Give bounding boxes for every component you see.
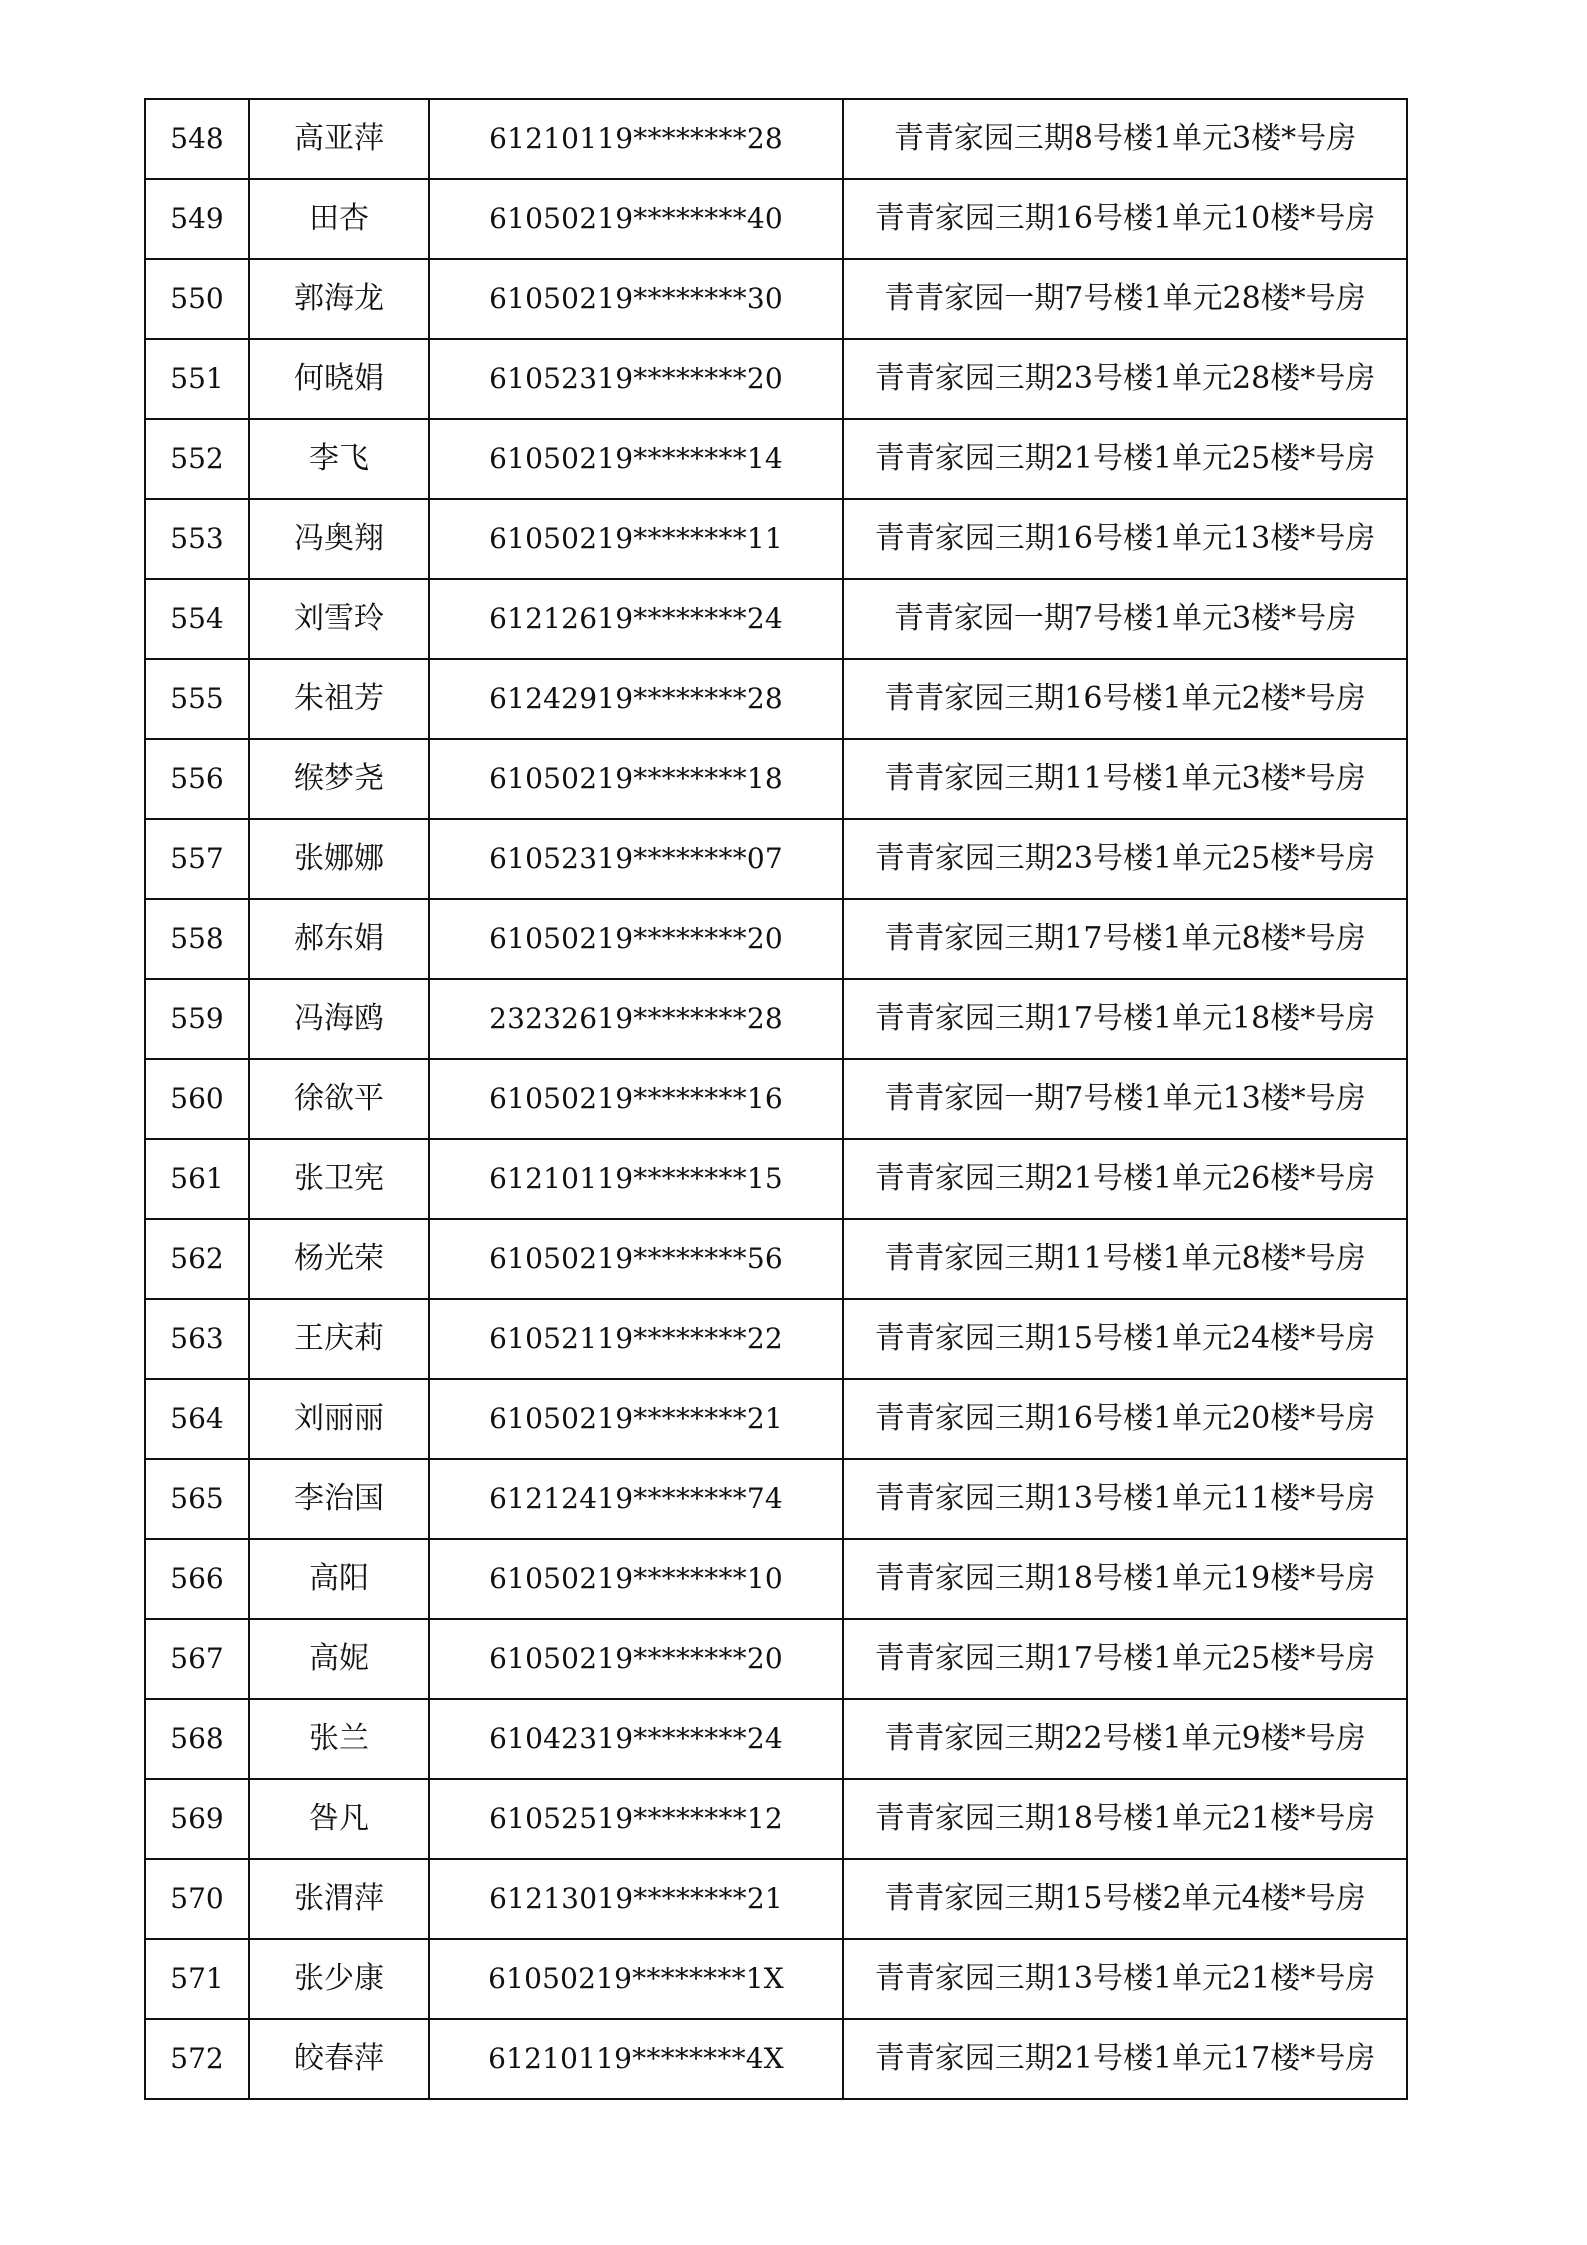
resident-name: 冯奥翔 <box>249 499 429 579</box>
id-number: 61050219********14 <box>429 419 843 499</box>
resident-name: 皎春萍 <box>249 2019 429 2099</box>
table-row <box>145 1539 1407 1619</box>
table-row <box>145 259 1407 339</box>
housing-address: 青青家园三期23号楼1单元28楼*号房 <box>843 339 1407 419</box>
row-number: 563 <box>145 1299 249 1379</box>
row-number: 555 <box>145 659 249 739</box>
row-number: 566 <box>145 1539 249 1619</box>
resident-name: 冯海鸥 <box>249 979 429 1059</box>
resident-name: 刘雪玲 <box>249 579 429 659</box>
table-row <box>145 739 1407 819</box>
row-number: 564 <box>145 1379 249 1459</box>
resident-name: 李治国 <box>249 1459 429 1539</box>
resident-name: 高亚萍 <box>249 99 429 179</box>
document-table-container <box>144 98 1406 2100</box>
row-number: 560 <box>145 1059 249 1139</box>
housing-address: 青青家园三期21号楼1单元26楼*号房 <box>843 1139 1407 1219</box>
id-number: 61210119********28 <box>429 99 843 179</box>
table-row <box>145 99 1407 179</box>
id-number: 61050219********30 <box>429 259 843 339</box>
housing-address: 青青家园三期21号楼1单元25楼*号房 <box>843 419 1407 499</box>
housing-address: 青青家园三期16号楼1单元20楼*号房 <box>843 1379 1407 1459</box>
row-number: 570 <box>145 1859 249 1939</box>
resident-name: 刘丽丽 <box>249 1379 429 1459</box>
table-row <box>145 1619 1407 1699</box>
row-number: 565 <box>145 1459 249 1539</box>
resident-name: 张娜娜 <box>249 819 429 899</box>
housing-address: 青青家园一期7号楼1单元3楼*号房 <box>843 579 1407 659</box>
table-row <box>145 1859 1407 1939</box>
table-row <box>145 1059 1407 1139</box>
resident-name: 高阳 <box>249 1539 429 1619</box>
id-number: 61050219********20 <box>429 1619 843 1699</box>
resident-name: 朱祖芳 <box>249 659 429 739</box>
housing-address: 青青家园三期16号楼1单元2楼*号房 <box>843 659 1407 739</box>
housing-address: 青青家园三期13号楼1单元11楼*号房 <box>843 1459 1407 1539</box>
table-row <box>145 1139 1407 1219</box>
table-row <box>145 1779 1407 1859</box>
row-number: 567 <box>145 1619 249 1699</box>
housing-address: 青青家园三期21号楼1单元17楼*号房 <box>843 2019 1407 2099</box>
id-number: 61212419********74 <box>429 1459 843 1539</box>
id-number: 61050219********18 <box>429 739 843 819</box>
housing-address: 青青家园三期15号楼2单元4楼*号房 <box>843 1859 1407 1939</box>
resident-list-table <box>144 98 1408 2100</box>
resident-name: 张渭萍 <box>249 1859 429 1939</box>
table-row <box>145 499 1407 579</box>
row-number: 559 <box>145 979 249 1059</box>
housing-address: 青青家园三期17号楼1单元25楼*号房 <box>843 1619 1407 1699</box>
row-number: 550 <box>145 259 249 339</box>
table-row <box>145 899 1407 979</box>
id-number: 61052319********20 <box>429 339 843 419</box>
row-number: 562 <box>145 1219 249 1299</box>
row-number: 549 <box>145 179 249 259</box>
housing-address: 青青家园三期16号楼1单元13楼*号房 <box>843 499 1407 579</box>
resident-name: 张兰 <box>249 1699 429 1779</box>
table-row <box>145 979 1407 1059</box>
table-row <box>145 1699 1407 1779</box>
resident-name: 田杏 <box>249 179 429 259</box>
id-number: 61052319********07 <box>429 819 843 899</box>
row-number: 572 <box>145 2019 249 2099</box>
resident-name: 徐欲平 <box>249 1059 429 1139</box>
housing-address: 青青家园三期17号楼1单元18楼*号房 <box>843 979 1407 1059</box>
resident-name: 李飞 <box>249 419 429 499</box>
row-number: 561 <box>145 1139 249 1219</box>
row-number: 548 <box>145 99 249 179</box>
resident-name: 郭海龙 <box>249 259 429 339</box>
resident-name: 郝东娟 <box>249 899 429 979</box>
id-number: 61050219********56 <box>429 1219 843 1299</box>
resident-name: 缑梦尧 <box>249 739 429 819</box>
housing-address: 青青家园三期11号楼1单元3楼*号房 <box>843 739 1407 819</box>
id-number: 61052119********22 <box>429 1299 843 1379</box>
housing-address: 青青家园一期7号楼1单元28楼*号房 <box>843 259 1407 339</box>
table-row <box>145 1939 1407 2019</box>
housing-address: 青青家园三期18号楼1单元19楼*号房 <box>843 1539 1407 1619</box>
row-number: 569 <box>145 1779 249 1859</box>
housing-address: 青青家园三期18号楼1单元21楼*号房 <box>843 1779 1407 1859</box>
row-number: 557 <box>145 819 249 899</box>
table-body <box>145 99 1407 2099</box>
housing-address: 青青家园三期22号楼1单元9楼*号房 <box>843 1699 1407 1779</box>
housing-address: 青青家园三期16号楼1单元10楼*号房 <box>843 179 1407 259</box>
table-row <box>145 1459 1407 1539</box>
id-number: 61050219********1X <box>429 1939 843 2019</box>
row-number: 568 <box>145 1699 249 1779</box>
id-number: 61050219********11 <box>429 499 843 579</box>
table-row <box>145 2019 1407 2099</box>
housing-address: 青青家园三期8号楼1单元3楼*号房 <box>843 99 1407 179</box>
id-number: 61052519********12 <box>429 1779 843 1859</box>
resident-name: 何晓娟 <box>249 339 429 419</box>
id-number: 61210119********15 <box>429 1139 843 1219</box>
row-number: 571 <box>145 1939 249 2019</box>
row-number: 556 <box>145 739 249 819</box>
table-row <box>145 659 1407 739</box>
table-row <box>145 579 1407 659</box>
id-number: 61210119********4X <box>429 2019 843 2099</box>
housing-address: 青青家园三期11号楼1单元8楼*号房 <box>843 1219 1407 1299</box>
table-row <box>145 179 1407 259</box>
row-number: 554 <box>145 579 249 659</box>
resident-name: 咎凡 <box>249 1779 429 1859</box>
table-row <box>145 1379 1407 1459</box>
row-number: 551 <box>145 339 249 419</box>
id-number: 23232619********28 <box>429 979 843 1059</box>
resident-name: 高妮 <box>249 1619 429 1699</box>
table-row <box>145 1299 1407 1379</box>
housing-address: 青青家园三期13号楼1单元21楼*号房 <box>843 1939 1407 2019</box>
housing-address: 青青家园三期15号楼1单元24楼*号房 <box>843 1299 1407 1379</box>
id-number: 61212619********24 <box>429 579 843 659</box>
row-number: 553 <box>145 499 249 579</box>
table-row <box>145 1219 1407 1299</box>
id-number: 61050219********16 <box>429 1059 843 1139</box>
id-number: 61213019********21 <box>429 1859 843 1939</box>
id-number: 61050219********20 <box>429 899 843 979</box>
table-row <box>145 819 1407 899</box>
id-number: 61242919********28 <box>429 659 843 739</box>
resident-name: 杨光荣 <box>249 1219 429 1299</box>
row-number: 558 <box>145 899 249 979</box>
resident-name: 张少康 <box>249 1939 429 2019</box>
id-number: 61050219********10 <box>429 1539 843 1619</box>
id-number: 61050219********21 <box>429 1379 843 1459</box>
table-row <box>145 339 1407 419</box>
id-number: 61042319********24 <box>429 1699 843 1779</box>
housing-address: 青青家园三期23号楼1单元25楼*号房 <box>843 819 1407 899</box>
housing-address: 青青家园一期7号楼1单元13楼*号房 <box>843 1059 1407 1139</box>
resident-name: 张卫宪 <box>249 1139 429 1219</box>
table-row <box>145 419 1407 499</box>
row-number: 552 <box>145 419 249 499</box>
housing-address: 青青家园三期17号楼1单元8楼*号房 <box>843 899 1407 979</box>
resident-name: 王庆莉 <box>249 1299 429 1379</box>
id-number: 61050219********40 <box>429 179 843 259</box>
